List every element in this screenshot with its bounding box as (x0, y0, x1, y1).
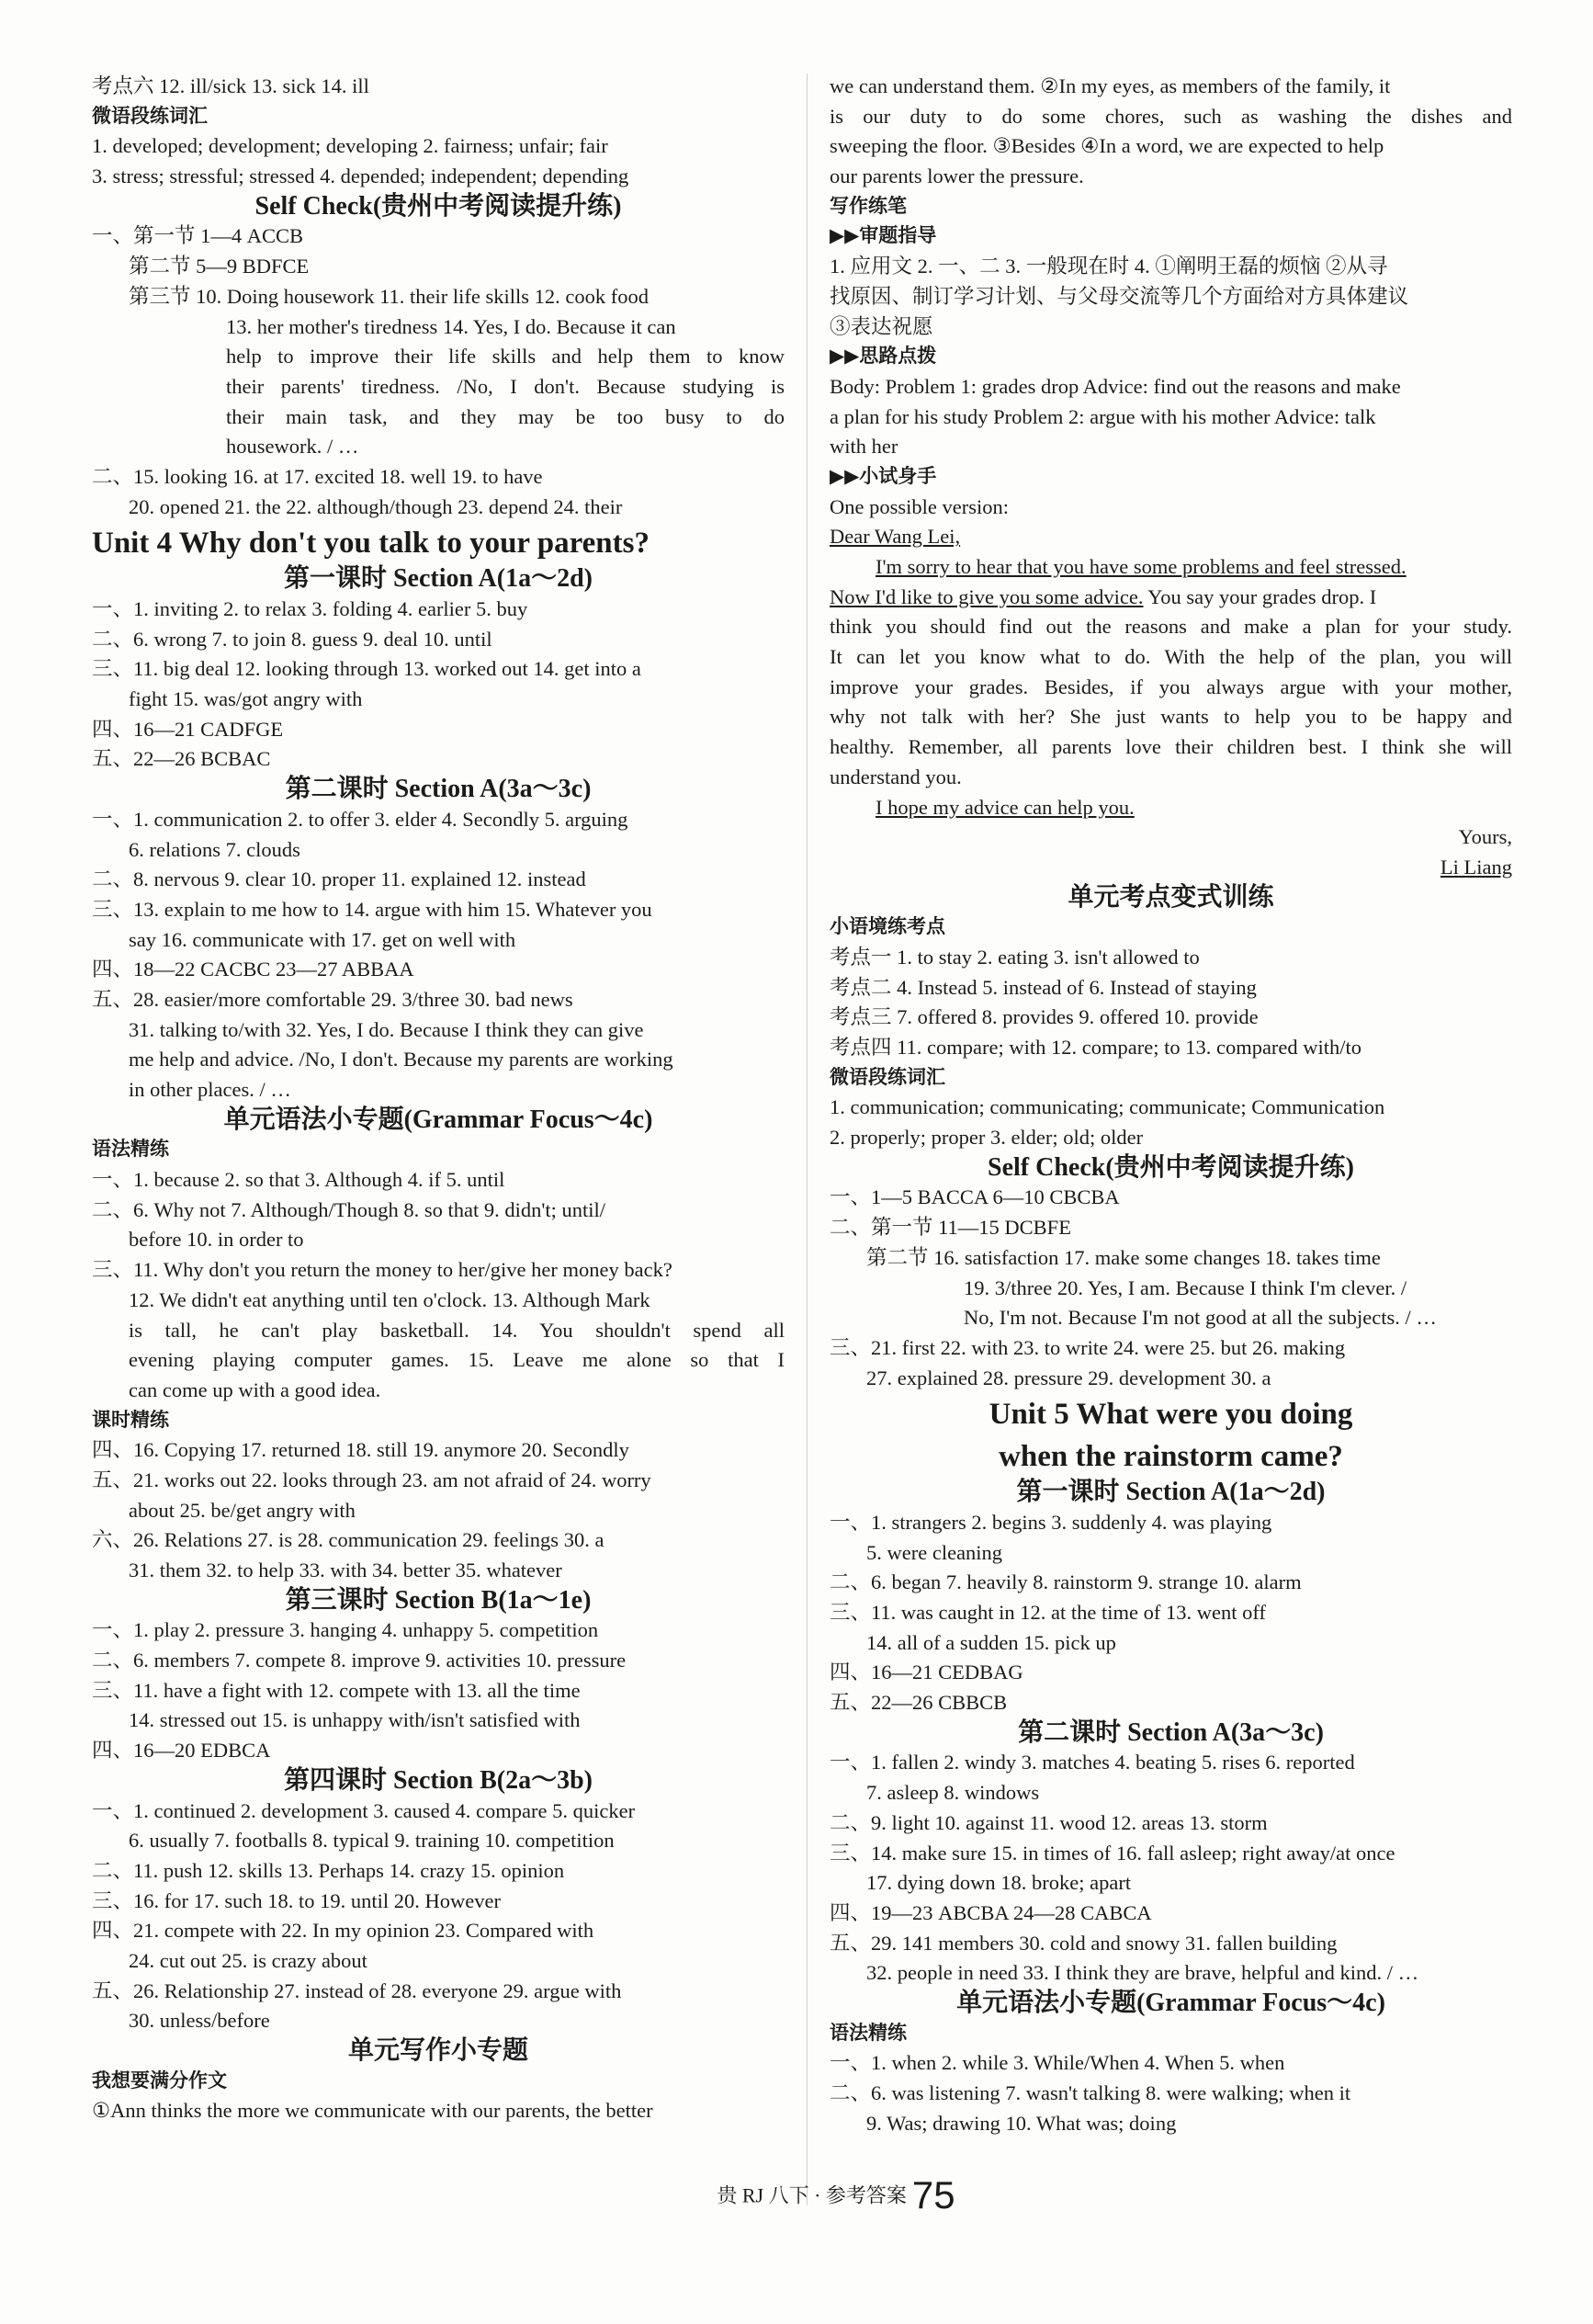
left-line: 第四课时 Section B(2a～3b) (283, 1765, 593, 1795)
left-line: 二、8. nervous 9. clear 10. proper 11. explained 12. instead (92, 867, 586, 891)
right-line: 一、1—5 BACCA 6—10 CBCBA (830, 1185, 1120, 1209)
left-line: 一、第一节 1—4 ACCB (92, 224, 304, 248)
right-line: 一、1. fallen 2. windy 3. matches 4. beating 5. rises 6. reported (830, 1751, 1355, 1774)
left-line: 单元语法小专题(Grammar Focus～4c) (223, 1105, 653, 1134)
left-line: 一、1. play 2. pressure 3. hanging 4. unhappy 5. competition (92, 1618, 599, 1642)
underlined-text: Dear Wang Lei, (830, 525, 961, 549)
right-line: 考点二 4. Instead 5. instead of 6. Instead of staying (830, 975, 1257, 999)
left-line: me help and advice. /No, I don't. Because my parents are working (129, 1048, 673, 1071)
left-line: 五、21. works out 22. looks through 23. am not afraid of 24. worry (92, 1468, 651, 1491)
right-line: think you should find out the reasons and make a plan for your study. (830, 615, 1512, 639)
right-line: we can understand them. ②In my eyes, as members of the family, it (830, 74, 1391, 97)
left-line: 30. unless/before (129, 2009, 270, 2033)
right-line: 四、16—21 CEDBAG (830, 1661, 1023, 1684)
left-column (92, 72, 785, 2126)
right-line: 小语境练考点 (830, 916, 945, 938)
right-line: ▶▶审题指导 (830, 225, 937, 247)
right-line: with her (830, 435, 898, 459)
right-line: 三、14. make sure 15. in times of 16. fall asleep; right away/at once (830, 1841, 1395, 1865)
left-line: before 10. in order to (129, 1228, 304, 1252)
right-line (830, 793, 1512, 823)
line-tail: You say your grades drop. I (1143, 584, 1377, 608)
right-line: 二、6. began 7. heavily 8. rainstorm 9. strange 10. alarm (830, 1570, 1302, 1594)
left-line: 20. opened 21. the 22. although/though 23. depend 24. their (129, 494, 623, 518)
left-line: 24. cut out 25. is crazy about (129, 1948, 367, 1972)
right-line: 单元语法小专题(Grammar Focus～4c) (956, 1988, 1385, 2017)
left-line: 语法精练 (92, 1139, 169, 1161)
right-line: is our duty to do some chores, such as washing the dishes and (830, 104, 1512, 128)
right-line: a plan for his study Problem 2: argue with his mother Advice: talk (830, 404, 1376, 428)
left-line: housework. / … (226, 435, 359, 459)
right-line: Body: Problem 1: grades drop Advice: find out the reasons and make (830, 374, 1401, 398)
left-line: 五、26. Relationship 27. instead of 28. everyone 29. argue with (92, 1978, 622, 2002)
right-line: 1. 应用文 2. 一、二 3. 一般现在时 4. ①阐明王磊的烦恼 ②从寻 (830, 255, 1388, 278)
right-line (830, 583, 1512, 613)
left-line: 二、15. looking 16. at 17. excited 18. well 19. to have (92, 464, 543, 488)
left-line: 单元写作小专题 (347, 2036, 528, 2065)
left-line: 第三节 10. Doing housework 11. their life skills 12. cook food (129, 284, 649, 308)
left-line: ①Ann thinks the more we communicate with our parents, the better (92, 2099, 653, 2123)
right-line: It can let you know what to do. With the help of the plan, you will (830, 645, 1512, 669)
right-line: Self Check(贵州中考阅读提升练) (988, 1152, 1354, 1182)
left-line: 31. them 32. to help 33. with 34. better 35. whatever (129, 1559, 562, 1581)
left-line: 二、6. Why not 7. Although/Though 8. so that 9. didn't; until/ (92, 1197, 606, 1221)
right-column (830, 72, 1512, 2138)
right-line: 19. 3/three 20. Yes, I am. Because I think I'm clever. / (964, 1275, 1407, 1299)
right-line: 14. all of a sudden 15. pick up (866, 1630, 1116, 1654)
right-line: 考点四 11. compare; with 12. compare; to 13. compared with/to (830, 1036, 1362, 1059)
left-line: help to improve their life skills and help them to know (226, 345, 785, 368)
left-line: about 25. be/get angry with (129, 1498, 356, 1522)
right-line: 三、21. first 22. with 23. to write 24. were 25. but 26. making (830, 1335, 1346, 1359)
page-number: 75 (911, 2173, 955, 2217)
right-line: 7. asleep 8. windows (866, 1781, 1040, 1805)
left-line: 考点六 12. ill/sick 13. sick 14. ill (92, 74, 369, 97)
left-line: fight 15. was/got angry with (129, 687, 363, 711)
right-line: 第二课时 Section A(3a～3c) (1018, 1717, 1324, 1747)
left-line: 6. usually 7. footballs 8. typical 9. training 10. competition (129, 1829, 615, 1853)
left-line: 四、16. Copying 17. returned 18. still 19. anymore 20. Secondly (92, 1438, 629, 1462)
page-footer (698, 2173, 974, 2217)
left-line: 一、1. because 2. so that 3. Although 4. if 5. until (92, 1168, 505, 1192)
right-line: 2. properly; proper 3. elder; old; older (830, 1126, 1144, 1150)
right-line: when the rainstorm came? (999, 1440, 1343, 1474)
left-line: 6. relations 7. clouds (129, 837, 300, 861)
left-line: 第二节 5—9 BDFCE (129, 255, 310, 278)
left-line: 第一课时 Section A(1a～2d) (283, 564, 593, 594)
left-line: 我想要满分作文 (92, 2069, 227, 2092)
right-line: 一、1. strangers 2. begins 3. suddenly 4. was playing (830, 1510, 1272, 1534)
left-line: 三、11. have a fight with 12. compete with 13. all the time (92, 1678, 581, 1702)
left-line: 二、6. wrong 7. to join 8. guess 9. deal 10. until (92, 627, 492, 651)
left-line: 四、16—21 CADFGE (92, 717, 284, 741)
left-line: 三、16. for 17. such 18. to 19. until 20. However (92, 1888, 501, 1912)
right-line: ③表达祝愿 (830, 314, 933, 338)
right-line: Unit 5 What were you doing (989, 1398, 1353, 1432)
right-line: ▶▶小试身手 (830, 465, 937, 487)
left-line: 五、28. easier/more comfortable 29. 3/three 30. bad news (92, 987, 573, 1011)
left-line: 第三课时 Section B(1a～1e) (285, 1585, 592, 1615)
right-line: 微语段练词汇 (830, 1066, 945, 1088)
right-line: 四、19—23 ABCBA 24—28 CABCA (830, 1900, 1152, 1924)
right-line: 27. explained 28. pressure 29. development 30. a (866, 1366, 1271, 1389)
left-line: 一、1. communication 2. to offer 3. elder 4. Secondly 5. arguing (92, 807, 628, 831)
left-line: 31. talking to/with 32. Yes, I do. Because I think they can give (129, 1017, 644, 1041)
right-line: 一、1. when 2. while 3. While/When 4. When 5. when (830, 2051, 1285, 2075)
column-divider (807, 74, 808, 2205)
left-line: 五、22—26 BCBAC (92, 747, 271, 771)
right-line: 考点三 7. offered 8. provides 9. offered 10. provide (830, 1005, 1259, 1029)
left-line: 14. stressed out 15. is unhappy with/isn't satisfied with (129, 1708, 581, 1732)
left-line: their main task, and they may be too busy to do (226, 404, 785, 428)
right-line (830, 853, 1512, 883)
right-line: improve your grades. Besides, if you always argue with your mother, (830, 675, 1512, 698)
right-line: 第一课时 Section A(1a～2d) (1016, 1478, 1326, 1507)
right-line: 17. dying down 18. broke; apart (866, 1871, 1132, 1895)
right-line: understand you. (830, 765, 962, 788)
left-line: in other places. / … (129, 1078, 291, 1101)
left-line: 三、11. big deal 12. looking through 13. worked out 14. get into a (92, 657, 641, 681)
right-line: our parents lower the pressure. (830, 164, 1084, 188)
right-line: 32. people in need 33. I think they are brave, helpful and kind. / … (866, 1961, 1419, 1985)
right-line: 第二节 16. satisfaction 17. make some changes 18. takes time (866, 1245, 1381, 1269)
left-line: is tall, he can't play basketball. 14. You shouldn't spend all (129, 1318, 785, 1342)
left-line: 一、1. continued 2. development 3. caused 4. compare 5. quicker (92, 1798, 636, 1822)
left-line: 一、1. inviting 2. to relax 3. folding 4. earlier 5. buy (92, 597, 528, 620)
right-line (830, 522, 1512, 552)
right-line: ▶▶思路点拨 (830, 346, 937, 368)
left-line: their parents' tiredness. /No, I don't. Because studying is (226, 374, 785, 398)
left-line: 四、18—22 CACBC 23—27 ABBAA (92, 958, 414, 981)
left-line: 六、26. Relations 27. is 28. communication 29. feelings 30. a (92, 1528, 604, 1552)
right-line: 9. Was; drawing 10. What was; doing (866, 2111, 1177, 2135)
right-line: 考点一 1. to stay 2. eating 3. isn't allowed to (830, 945, 1200, 969)
right-line: 二、第一节 11—15 DCBFE (830, 1216, 1071, 1240)
left-line: 二、6. members 7. compete 8. improve 9. activities 10. pressure (92, 1649, 627, 1672)
left-line: say 16. communicate with 17. get on well with (129, 927, 516, 951)
underlined-text: I'm sorry to hear that you have some problems and feel stressed. (876, 555, 1407, 578)
right-line: 5. were cleaning (866, 1540, 1003, 1564)
left-line: 微语段练词汇 (92, 105, 208, 127)
right-line: 单元考点变式训练 (1068, 882, 1274, 912)
right-line: 1. communication; communicating; communicate; Communication (830, 1095, 1385, 1119)
left-line: 13. her mother's tiredness 14. Yes, I do. Because it can (226, 314, 676, 338)
left-line: can come up with a good idea. (129, 1377, 381, 1401)
right-line: 写作练笔 (830, 195, 907, 217)
right-line: 语法精练 (830, 2022, 907, 2044)
right-line: 二、6. was listening 7. wasn't talking 8. were walking; when it (830, 2081, 1351, 2104)
right-line: sweeping the floor. ③Besides ④In a word, we are expected to help (830, 134, 1384, 158)
right-line: No, I'm not. Because I'm not good at all the subjects. / … (964, 1306, 1437, 1330)
right-line: 三、11. was caught in 12. at the time of 13. went off (830, 1601, 1266, 1624)
right-line: 五、29. 141 members 30. cold and snowy 31. fallen building (830, 1931, 1338, 1955)
underlined-text: Now I'd like to give you some advice. (830, 584, 1144, 608)
left-line: 四、21. compete with 22. In my opinion 23. Compared with (92, 1919, 594, 1943)
left-line: 三、11. Why don't you return the money to her/give her money back? (92, 1258, 672, 1282)
right-line: why not talk with her? She just wants to help you to be happy and (830, 705, 1512, 729)
left-line: Unit 4 Why don't you talk to your parents? (92, 527, 650, 561)
left-line: 四、16—20 EDBCA (92, 1739, 271, 1763)
underlined-text: I hope my advice can help you. (876, 795, 1135, 819)
left-line: Self Check(贵州中考阅读提升练) (254, 191, 622, 221)
right-line: One possible version: (830, 494, 1009, 518)
left-line: 1. developed; development; developing 2. fairness; unfair; fair (92, 134, 608, 158)
left-line: 课时精练 (92, 1409, 169, 1431)
left-line: 3. stress; stressful; stressed 4. depended; independent; depending (92, 164, 629, 188)
left-line: 第二课时 Section A(3a～3c) (285, 775, 592, 804)
left-line: 二、11. push 12. skills 13. Perhaps 14. crazy 15. opinion (92, 1858, 565, 1882)
left-line: evening playing computer games. 15. Leave me alone so that I (129, 1348, 785, 1372)
right-line: 找原因、制订学习计划、与父母交流等几个方面给对方具体建议 (830, 284, 1409, 308)
underlined-text: Li Liang (1440, 855, 1512, 879)
left-line: 12. We didn't eat anything until ten o'clock. 13. Although Mark (129, 1287, 650, 1311)
footer-text: 贵 RJ 八下 · 参考答案 (717, 2183, 907, 2207)
right-line: healthy. Remember, all parents love their children best. I think she will (830, 735, 1512, 759)
right-line: Yours, (1458, 825, 1512, 849)
right-line: 五、22—26 CBBCB (830, 1691, 1008, 1715)
left-line: 三、13. explain to me how to 14. argue with him 15. Whatever you (92, 897, 652, 921)
right-line (830, 552, 1512, 583)
right-line: 二、9. light 10. against 11. wood 12. areas 13. storm (830, 1810, 1268, 1834)
